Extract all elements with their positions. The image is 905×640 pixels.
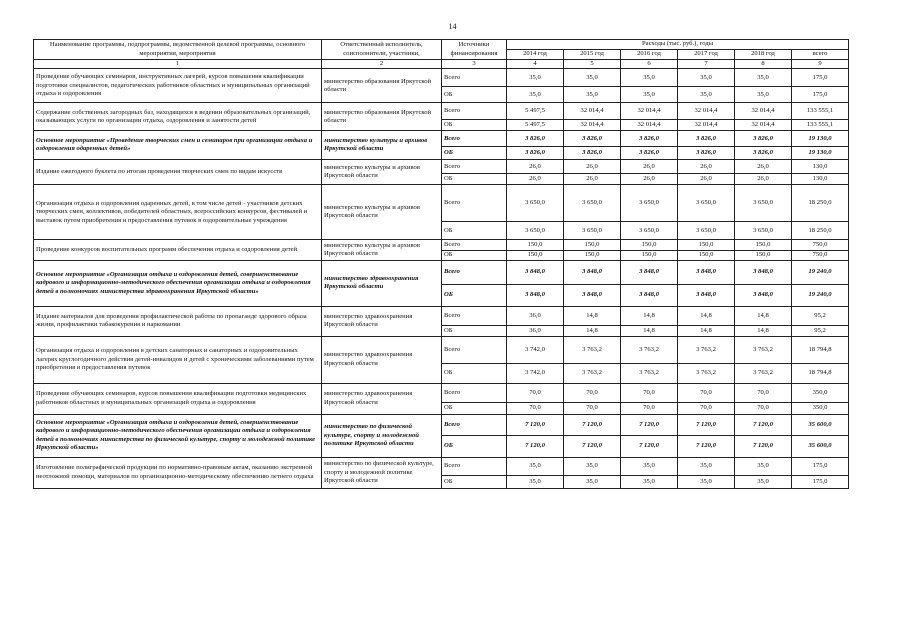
year-value: 26,0 — [564, 160, 621, 174]
year-value: 5 497,5 — [507, 103, 564, 120]
column-number: 1 — [34, 60, 322, 69]
year-value: 3 848,0 — [735, 284, 792, 306]
table-row — [34, 69, 849, 87]
year-value: 150,0 — [621, 251, 678, 260]
executor: министерство здравоохранения Иркутской области — [322, 306, 442, 336]
year-value: 35,0 — [564, 475, 621, 488]
year-value: 26,0 — [507, 160, 564, 174]
year-value: 35,0 — [735, 457, 792, 475]
year-value: 7 120,0 — [621, 414, 678, 435]
column-number: 7 — [678, 60, 735, 69]
table-row — [34, 103, 849, 120]
year-value: 3 650,0 — [678, 185, 735, 222]
year-value: 14,8 — [735, 325, 792, 336]
year-value: 70,0 — [735, 402, 792, 414]
year-value: 3 826,0 — [678, 147, 735, 160]
funding-source: ОБ — [442, 120, 507, 131]
year-value: 3 848,0 — [678, 284, 735, 306]
year-value: 3 826,0 — [621, 147, 678, 160]
table-row — [34, 336, 849, 363]
column-number: 9 — [792, 60, 849, 69]
executor: министерство по физической культуре, спорту и молодежной политике Иркутской области — [322, 414, 442, 457]
total-value: 350,0 — [792, 402, 849, 414]
table-row — [34, 131, 849, 147]
executor: министерство культуры и архивов Иркутской области — [322, 160, 442, 185]
year-value: 14,8 — [678, 325, 735, 336]
year-value: 3 763,2 — [564, 363, 621, 383]
funding-source: ОБ — [442, 147, 507, 160]
total-value: 175,0 — [792, 87, 849, 103]
header-year: 2015 год — [564, 50, 621, 60]
header-year: 2016 год — [621, 50, 678, 60]
year-value: 70,0 — [621, 402, 678, 414]
column-number: 2 — [322, 60, 442, 69]
year-value: 26,0 — [678, 160, 735, 174]
total-value: 19 240,0 — [792, 260, 849, 284]
header-executor: Ответственный исполнитель, соисполнители, участники, — [322, 40, 442, 60]
year-value: 70,0 — [678, 402, 735, 414]
year-value: 7 120,0 — [735, 414, 792, 435]
year-value: 32 014,4 — [621, 120, 678, 131]
year-value: 3 763,2 — [621, 336, 678, 363]
table-row — [34, 160, 849, 174]
year-value: 35,0 — [507, 457, 564, 475]
funding-source: Всего — [442, 414, 507, 435]
page-number: 14 — [448, 22, 457, 31]
year-value: 3 826,0 — [621, 131, 678, 147]
activity-name: Организация отдыха и оздоровления одаренных детей, в том числе детей - участников детских творческих смен, коллективов, победителей областных, всероссийских конкурсов, фестивалей и выставок путем приобретения и предоставления путевок в оздоровительные учреждения — [34, 185, 322, 240]
year-value: 3 650,0 — [735, 222, 792, 240]
year-value: 150,0 — [507, 240, 564, 251]
year-value: 3 763,2 — [678, 363, 735, 383]
header-name: Наименование программы, подпрограммы, ведомственной целевой программы, основного мероприятия, мероприятия — [34, 40, 322, 60]
year-value: 35,0 — [678, 87, 735, 103]
total-value: 175,0 — [792, 475, 849, 488]
column-number: 4 — [507, 60, 564, 69]
funding-source: ОБ — [442, 174, 507, 185]
year-value: 35,0 — [735, 69, 792, 87]
funding-source: Всего — [442, 240, 507, 251]
year-value: 32 014,4 — [678, 103, 735, 120]
year-value: 26,0 — [507, 174, 564, 185]
funding-source: Всего — [442, 160, 507, 174]
column-number: 6 — [621, 60, 678, 69]
total-value: 35 600,0 — [792, 414, 849, 435]
year-value: 3 742,0 — [507, 363, 564, 383]
total-value: 19 130,0 — [792, 131, 849, 147]
total-value: 130,0 — [792, 174, 849, 185]
header-year: 2018 год — [735, 50, 792, 60]
column-number: 3 — [442, 60, 507, 69]
year-value: 32 014,4 — [564, 103, 621, 120]
activity-name: Изготовление полиграфической продукции по нормативно-правовым актам, оказанию экстренной неотложной помощи, материалов по организационно-методическому обеспечению летнего отдыха — [34, 457, 322, 488]
year-value: 3 848,0 — [621, 284, 678, 306]
funding-source: Всего — [442, 131, 507, 147]
total-value: 95,2 — [792, 325, 849, 336]
year-value: 3 763,2 — [735, 363, 792, 383]
year-value: 3 826,0 — [735, 147, 792, 160]
year-value: 70,0 — [735, 383, 792, 402]
funding-source: ОБ — [442, 435, 507, 457]
main-activity-name: Основное мероприятие «Организация отдыха и оздоровления детей, совершенствование кадрового и информационно-методического обеспечения организации отдыха и оздоровления детей в полномочиях министерства по физической культуре, спорту и молодежной политике Иркутской области» — [34, 414, 322, 457]
year-value: 3 650,0 — [735, 185, 792, 222]
year-value: 26,0 — [735, 174, 792, 185]
year-value: 35,0 — [564, 457, 621, 475]
year-value: 3 848,0 — [564, 284, 621, 306]
year-value: 3 826,0 — [735, 131, 792, 147]
year-value: 32 014,4 — [678, 120, 735, 131]
activity-name: Организация отдыха и оздоровления в детских санаторных и санаторных и оздоровительных лагерях круглогодичного действия детей-инвалидов и детей с хроническими заболеваниями путем приобретения и предоставления путевок — [34, 336, 322, 383]
main-activity-name: Основное мероприятие «Проведение творческих смен и семинаров при организации отдыха и оздоровления одаренных детей» — [34, 131, 322, 160]
year-value: 70,0 — [621, 383, 678, 402]
year-value: 70,0 — [564, 383, 621, 402]
year-value: 3 848,0 — [621, 260, 678, 284]
activity-name: Проведение обучающих семинаров, инструктивных лагерей, курсов повышения квалификации подготовки специалистов, педагогических работников областных и муниципальных организаций отдыха и оздоровления — [34, 69, 322, 103]
year-value: 150,0 — [735, 251, 792, 260]
year-value: 3 826,0 — [564, 147, 621, 160]
funding-source: ОБ — [442, 284, 507, 306]
funding-source: Всего — [442, 69, 507, 87]
year-value: 35,0 — [678, 457, 735, 475]
year-value: 70,0 — [507, 383, 564, 402]
funding-source: Всего — [442, 185, 507, 222]
main-activity-name: Основное мероприятие «Организация отдыха и оздоровления детей, совершенствование кадрового и информационно-методического обеспечения организации отдыха и оздоровления детей в полномочиях министерства здравоохранения Иркутской области» — [34, 260, 322, 306]
year-value: 26,0 — [564, 174, 621, 185]
funding-source: ОБ — [442, 475, 507, 488]
year-value: 7 120,0 — [507, 435, 564, 457]
year-value: 14,8 — [564, 306, 621, 325]
activity-name: Проведение конкурсов воспитательных программ обеспечения отдыха и оздоровления детей — [34, 240, 322, 260]
executor: министерство образования Иркутской области — [322, 103, 442, 131]
year-value: 3 650,0 — [621, 185, 678, 222]
activity-name: Содержание собственных загородных баз, находящихся в ведении образовательных организаций, оказывающих услуги по организации отдыха, оздоровления и занятости детей — [34, 103, 322, 131]
funding-source: Всего — [442, 383, 507, 402]
year-value: 150,0 — [621, 240, 678, 251]
year-value: 32 014,4 — [735, 120, 792, 131]
year-value: 3 848,0 — [507, 284, 564, 306]
year-value: 32 014,4 — [621, 103, 678, 120]
year-value: 35,0 — [564, 69, 621, 87]
year-value: 3 650,0 — [678, 222, 735, 240]
year-value: 26,0 — [621, 160, 678, 174]
year-value: 7 120,0 — [564, 435, 621, 457]
total-value: 18 250,0 — [792, 185, 849, 222]
year-value: 35,0 — [564, 87, 621, 103]
year-value: 35,0 — [621, 457, 678, 475]
activity-name: Проведение обучающих семинаров, курсов повышения квалификации подготовки медицинских работников областных и муниципальных организаций отдыха и оздоровления — [34, 383, 322, 414]
table-row — [34, 414, 849, 435]
budget-table — [33, 39, 849, 489]
executor: министерство культуры и архивов Иркутской области — [322, 131, 442, 160]
funding-source: ОБ — [442, 402, 507, 414]
year-value: 3 742,0 — [507, 336, 564, 363]
year-value: 35,0 — [735, 475, 792, 488]
header-year: 2014 год — [507, 50, 564, 60]
year-value: 35,0 — [678, 69, 735, 87]
table-row — [34, 306, 849, 325]
year-value: 14,8 — [564, 325, 621, 336]
table-row — [34, 383, 849, 402]
column-number: 5 — [564, 60, 621, 69]
table-row — [34, 457, 849, 475]
total-value: 18 250,0 — [792, 222, 849, 240]
year-value: 3 763,2 — [735, 336, 792, 363]
year-value: 36,0 — [507, 325, 564, 336]
year-value: 70,0 — [678, 383, 735, 402]
year-value: 35,0 — [507, 87, 564, 103]
executor: министерство здравоохранения Иркутской области — [322, 336, 442, 383]
year-value: 3 763,2 — [621, 363, 678, 383]
total-value: 133 555,1 — [792, 103, 849, 120]
year-value: 14,8 — [621, 325, 678, 336]
year-value: 3 848,0 — [735, 260, 792, 284]
year-value: 3 650,0 — [564, 185, 621, 222]
year-value: 3 826,0 — [564, 131, 621, 147]
header-year: 2017 год — [678, 50, 735, 60]
year-value: 7 120,0 — [564, 414, 621, 435]
year-value: 7 120,0 — [678, 414, 735, 435]
executor: министерство культуры и архивов Иркутской области — [322, 240, 442, 260]
year-value: 7 120,0 — [621, 435, 678, 457]
funding-source: ОБ — [442, 87, 507, 103]
funding-source: Всего — [442, 457, 507, 475]
year-value: 26,0 — [621, 174, 678, 185]
header-costs: Расходы (тыс. руб.), годы — [507, 40, 849, 50]
table-row — [34, 240, 849, 251]
header-source: Источники финансирования — [442, 40, 507, 60]
year-value: 150,0 — [564, 251, 621, 260]
total-value: 175,0 — [792, 457, 849, 475]
executor: министерство образования Иркутской области — [322, 69, 442, 103]
year-value: 32 014,4 — [735, 103, 792, 120]
total-value: 35 600,0 — [792, 435, 849, 457]
year-value: 3 650,0 — [564, 222, 621, 240]
funding-source: Всего — [442, 306, 507, 325]
year-value: 3 650,0 — [621, 222, 678, 240]
total-value: 750,0 — [792, 240, 849, 251]
year-value: 35,0 — [621, 475, 678, 488]
executor: министерство здравоохранения Иркутской области — [322, 260, 442, 306]
table-row — [34, 260, 849, 284]
column-number: 8 — [735, 60, 792, 69]
year-value: 5 497,5 — [507, 120, 564, 131]
funding-source: ОБ — [442, 325, 507, 336]
year-value: 150,0 — [678, 240, 735, 251]
year-value: 7 120,0 — [678, 435, 735, 457]
activity-name: Издание материалов для проведения профилактической работы по пропаганде здорового образа жизни, профилактики табакокурения и наркомании — [34, 306, 322, 336]
total-value: 19 130,0 — [792, 147, 849, 160]
year-value: 150,0 — [735, 240, 792, 251]
funding-source: ОБ — [442, 363, 507, 383]
funding-source: ОБ — [442, 251, 507, 260]
year-value: 14,8 — [735, 306, 792, 325]
year-value: 35,0 — [678, 475, 735, 488]
table-body — [34, 69, 849, 488]
table-row — [34, 185, 849, 222]
total-value: 18 794,8 — [792, 336, 849, 363]
executor: министерство здравоохранения Иркутской области — [322, 383, 442, 414]
year-value: 3 848,0 — [507, 260, 564, 284]
activity-name: Издание ежегодного буклета по итогам проведения творческих смен по видам искусств — [34, 160, 322, 185]
year-value: 3 826,0 — [678, 131, 735, 147]
executor: министерство по физической культуре, спорту и молодежной политике Иркутской области — [322, 457, 442, 488]
year-value: 35,0 — [621, 87, 678, 103]
year-value: 35,0 — [507, 475, 564, 488]
total-value: 95,2 — [792, 306, 849, 325]
year-value: 70,0 — [507, 402, 564, 414]
year-value: 70,0 — [564, 402, 621, 414]
funding-source: Всего — [442, 103, 507, 120]
year-value: 3 763,2 — [678, 336, 735, 363]
year-value: 35,0 — [507, 69, 564, 87]
year-value: 3 650,0 — [507, 185, 564, 222]
year-value: 3 763,2 — [564, 336, 621, 363]
funding-source: ОБ — [442, 222, 507, 240]
year-value: 3 848,0 — [678, 260, 735, 284]
year-value: 150,0 — [564, 240, 621, 251]
year-value: 26,0 — [678, 174, 735, 185]
year-value: 26,0 — [735, 160, 792, 174]
year-value: 14,8 — [678, 306, 735, 325]
year-value: 7 120,0 — [735, 435, 792, 457]
year-value: 35,0 — [735, 87, 792, 103]
total-value: 18 794,8 — [792, 363, 849, 383]
executor: министерство культуры и архивов Иркутской области — [322, 185, 442, 240]
year-value: 14,8 — [621, 306, 678, 325]
total-value: 130,0 — [792, 160, 849, 174]
total-value: 175,0 — [792, 69, 849, 87]
year-value: 32 014,4 — [564, 120, 621, 131]
year-value: 36,0 — [507, 306, 564, 325]
total-value: 750,0 — [792, 251, 849, 260]
year-value: 3 650,0 — [507, 222, 564, 240]
year-value: 7 120,0 — [507, 414, 564, 435]
funding-source: Всего — [442, 260, 507, 284]
funding-source: Всего — [442, 336, 507, 363]
total-value: 19 240,0 — [792, 284, 849, 306]
year-value: 3 848,0 — [564, 260, 621, 284]
total-value: 350,0 — [792, 383, 849, 402]
header-total: всего — [792, 50, 849, 60]
year-value: 3 826,0 — [507, 131, 564, 147]
year-value: 150,0 — [678, 251, 735, 260]
year-value: 3 826,0 — [507, 147, 564, 160]
total-value: 133 555,1 — [792, 120, 849, 131]
year-value: 35,0 — [621, 69, 678, 87]
year-value: 150,0 — [507, 251, 564, 260]
